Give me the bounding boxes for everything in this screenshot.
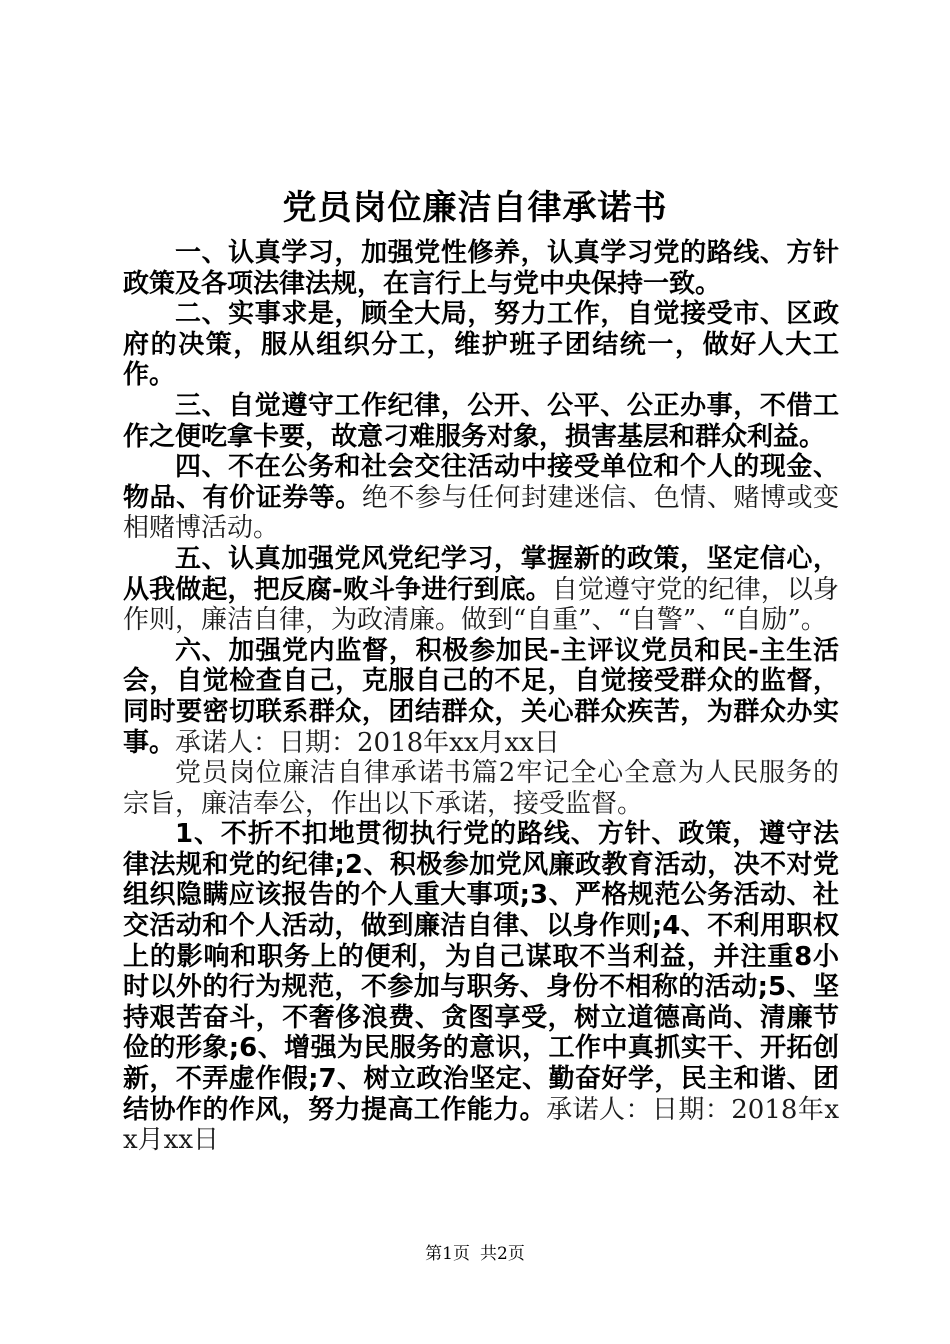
paragraph-text: 三、自觉遵守工作纪律，公开、公平、公正办事，不借工作之便吃拿卡要，故意刁难服务对象，损害基层和群众利益。	[123, 390, 839, 452]
paragraph	[123, 452, 839, 544]
paragraph	[123, 636, 839, 758]
paragraph-text: 1、不折不扣地贯彻执行党的路线、方针、政策，遵守法律法规和党的纪律;2、积极参加党风廉政教育活动，决不对党组织隐瞒应该报告的个人重大事项;3、严格规范公务活动、社交活动和个人活动，做到廉洁自律、以身作则;4、不利用职权上的影响和职务上的便利，为自己谋取不当利益，并注重8小时以外的行为规范，不参加与职务、身份不相称的活动;5、坚持艰苦奋斗，不奢侈浪费、贪图享受，树立道德高尚、清廉节俭的形象;6、增强为民服务的意识，工作中真抓实干、开拓创新，不弄虚作假;7、树立政治坚定、勤奋好学，民主和谐、团结协作的作风，努力提高工作能力。	[123, 819, 839, 1125]
paragraph-text: 五、认真加强党风党纪学习，掌握新的政策，坚定信心，从我做起，把反腐-败斗争进行到底。	[123, 543, 839, 605]
paragraph	[123, 544, 839, 636]
page-footer	[0, 1243, 950, 1265]
paragraph	[123, 299, 839, 391]
document-title: 党员岗位廉洁自律承诺书	[282, 188, 668, 228]
paragraph-text: 一、认真学习，加强党性修养，认真学习党的路线、方针政策及各项法律法规，在言行上与党中央保持一致。	[123, 238, 839, 299]
paragraph	[123, 758, 839, 819]
paragraph-text: 自觉遵守党的纪律，以身作则，廉洁自律，为政清廉。做到“自重”、“自警”、“自励”。	[123, 574, 839, 636]
paragraph-text: 绝不参与任何封建迷信、色情、赌博或变相赌博活动。	[123, 482, 839, 544]
paragraph	[123, 819, 839, 1156]
document-body	[123, 238, 839, 1156]
paragraph-text: 六、加强党内监督，积极参加民-主评议党员和民-主生活会，自觉检查自己，克服自己的不足，自觉接受群众的监督，同时要密切联系群众，团结群众，关心群众疾苦，为群众办实事。	[123, 635, 839, 758]
paragraph-text: 党员岗位廉洁自律承诺书篇2牢记全心全意为人民服务的宗旨，廉洁奉公，作出以下承诺，接受监督。	[123, 758, 839, 819]
paragraph-text: 二、实事求是，顾全大局，努力工作，自觉接受市、区政府的决策，服从组织分工，维护班子团结统一，做好人大工作。	[123, 299, 839, 391]
page-number: 第1页	[425, 1244, 470, 1264]
page-total: 共2页	[480, 1244, 525, 1264]
paragraph-text: 四、不在公务和社会交往活动中接受单位和个人的现金、物品、有价证券等。	[123, 452, 839, 513]
paragraph	[123, 391, 839, 452]
paragraph	[123, 238, 839, 299]
paragraph-text: 承诺人：日期：2018年xx月xx日	[175, 727, 560, 758]
paragraph-text: 承诺人：日期：2018年xx月xx日	[123, 1094, 839, 1156]
